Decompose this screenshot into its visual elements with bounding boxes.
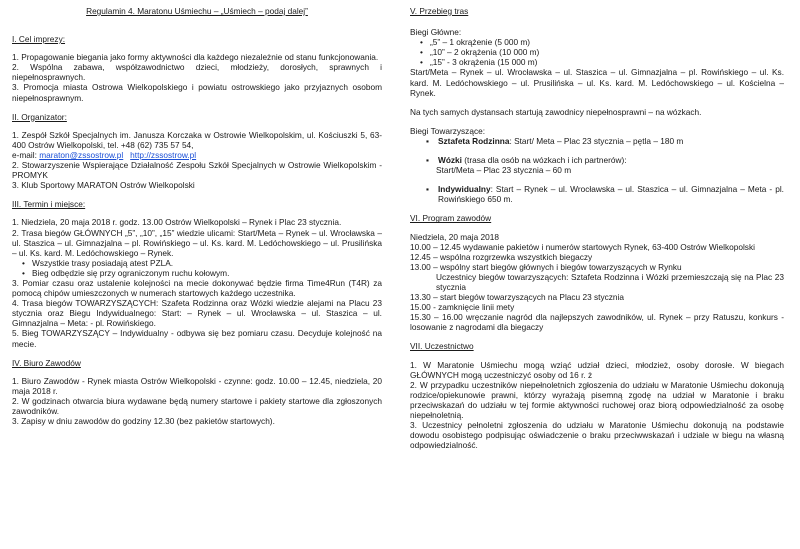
section-heading-participation: VII. Uczestnictwo bbox=[410, 341, 474, 352]
individual-run-name: Indywidualny bbox=[438, 184, 491, 195]
organizer-item-2: 2. Stowarzyszenie Wspierające Działalność Zespołu Szkół Specjalnych w Ostrowie Wielkopolskim - PROMYK bbox=[12, 160, 382, 181]
main-run-5: • „5” – 1 okrążenie (5 000 m) bbox=[410, 37, 784, 47]
individual-run bbox=[410, 184, 784, 204]
section-heading-date-place: III. Termin i miejsce: bbox=[12, 199, 86, 210]
wheelchair-run-text: (trasa dla osób na wózkach i ich partnerów): bbox=[461, 155, 627, 166]
disabled-runners-note: Na tych samych dystansach startują zawodnicy niepełnosprawni – na wózkach. bbox=[410, 106, 702, 117]
main-runs-list bbox=[410, 37, 784, 67]
organizer-item-3: 3. Klub Sportowy MARATON Ostrów Wielkopolski bbox=[12, 180, 195, 191]
program-row-6: 15.30 – 16.00 wręczanie nagród dla najlepszych zawodników, ul. Rynek – przy Ratuszu, konkurs - losowanie z nagrodami dla biegaczy bbox=[410, 312, 784, 333]
participation-item-3: 3. Uczestnicy pełnoletni zgłoszenia do udziału w Maratonie Uśmiechu dokonują na podstawie dowodu osobistego podpisując oświadczenie o braku przeciwwskazań i udziale w biegu na własną odpowiedzialność. bbox=[410, 420, 784, 451]
wheelchair-run-name: Wózki bbox=[438, 155, 462, 166]
route-notes-list bbox=[12, 258, 382, 278]
relay-run bbox=[410, 136, 784, 146]
main-route-description: Start/Meta – Rynek – ul. Wrocławska – ul. Staszica – ul. Gimnazjalna – pl. Rowińskiego – ul. Ks. kard. M. Ledóchowskiego – ul. Prusilińska – ul. Ks. kard. M. Ledóchowskiego – ul. Kościelna – Rynek. bbox=[410, 67, 784, 98]
office-item-3: 3. Zapisy w dniu zawodów do godziny 12.30 (bez pakietów startowych). bbox=[12, 416, 275, 427]
section-heading-routes: V. Przebieg tras bbox=[410, 6, 469, 16]
section-heading-goal: I. Cel imprezy: bbox=[12, 34, 66, 45]
right-column bbox=[410, 6, 784, 450]
section-heading-organizer: II. Organizator: bbox=[12, 111, 67, 122]
email-link[interactable]: maraton@zssostrow.pl bbox=[39, 149, 124, 160]
program-row-1: 10.00 – 12.45 wydawanie pakietów i numerów startowych Rynek, 63-400 Ostrów Wielkopolski bbox=[410, 241, 755, 252]
goal-item-3: 3. Promocja miasta Ostrowa Wielkopolskiego i powiatu ostrowskiego jako przyjaznych osobom niepełnosprawnym. bbox=[12, 82, 382, 103]
organizer-item-1: 1. Zespół Szkół Specjalnych im. Janusza Korczaka w Ostrowie Wielkopolskim, ul. Kościuszki 5, 63-400 Ostrów Wielkopolski, tel. +48 (62) 735 57 54, bbox=[12, 129, 382, 150]
organizer-contact bbox=[12, 150, 382, 160]
main-run-10: • „10” – 2 okrążenia (10 000 m) bbox=[410, 47, 784, 57]
main-run-15: • „15” - 3 okrążenia (15 000 m) bbox=[410, 57, 784, 67]
date-place-item-2: 2. Trasa biegów GŁÓWNYCH „5”, „10”, „15” wiedzie ulicami: Start/Meta – Rynek – ul. Wrocławska – ul. Staszica – ul. Gimnazjalna – pl. Rowińskiego – ul. Ks. kard. M. Ledóchowskiego – ul. Prusilińska – ul. Ks. kard. M. Ledóchowskiego – Rynek. bbox=[12, 227, 382, 258]
program-row-5: 15.00 - zamknięcie linii mety bbox=[410, 302, 515, 313]
side-runs-label: Biegi Towarzyszące: bbox=[410, 125, 486, 136]
program-row-4: 13.30 – start biegów towarzyszących na Placu 23 stycznia bbox=[410, 292, 624, 303]
wheelchair-route: Start/Meta – Plac 23 stycznia – 60 m bbox=[436, 165, 572, 176]
participation-item-2: 2. W przypadku uczestników niepełnoletnich zgłoszenia do udziału w Maratonie Uśmiechu dokonują rodzice/opiekunowie prawni, którzy wyrażają pisemną zgodę na udział w Maratonie i braku przeciwskazań do udziału w tej formie aktywności ruchowej oraz biorą odpowiedzialność za osobę niepełnoletnią. bbox=[410, 379, 784, 420]
goal-item-2: 2. Wspólna zabawa, współzawodnictwo dzieci, młodzieży, dorosłych, sprawnych i niepełnosprawnych. bbox=[12, 62, 382, 83]
date-place-item-1: 1. Niedziela, 20 maja 2018 r. godz. 13.00 Ostrów Wielkopolski – Rynek i Plac 23 stycznia. bbox=[12, 217, 342, 228]
document-title: Regulamin 4. Maratonu Uśmiechu – „Uśmiech – podaj dalej” bbox=[86, 6, 308, 16]
wheelchair-run bbox=[410, 155, 784, 165]
section-heading-program: VI. Program zawodów bbox=[410, 213, 492, 224]
program-date: Niedziela, 20 maja 2018 bbox=[410, 231, 500, 242]
left-column bbox=[12, 6, 382, 426]
goal-item-1: 1. Propagowanie biegania jako formy aktywności dla każdego niezależnie od stanu funkcjonowania. bbox=[12, 52, 379, 63]
individual-run-text: : Start – Rynek – ul. Wrocławska – ul. Staszica – ul. Gimnazjalna – Meta - pl. Rowińskiego 650 m. bbox=[438, 184, 784, 205]
participation-item-1: 1. W Maratonie Uśmiechu mogą wziąć udział dzieci, młodzież, osoby dorosłe. W biegach GŁÓWNYCH mogą uczestniczyć osoby od 16 r. ż bbox=[410, 359, 784, 380]
date-place-item-4: 4. Trasa biegów TOWARZYSZĄCYCH: Szafeta Rodzinna oraz Wózki wiedzie alejami na Placu 23 stycznia oraz Biegu Indywidualnego: Start: – Rynek – ul. Wrocławska – ul. Staszica – ul. Gimnazjalna – Meta: - pl. Rowińskiego. bbox=[12, 298, 382, 329]
program-row-3-note: Uczestnicy biegów towarzyszących: Sztafeta Rodzinna i Wózki przemieszczają się na Plac 23 stycznia bbox=[436, 271, 784, 292]
date-place-item-3: 3. Pomiar czasu oraz ustalenie kolejności na mecie dokonywać będzie firma Time4Run (T4R) za pomocą chipów umieszczonych w numerach startowych każdego uczestnika. bbox=[12, 277, 382, 299]
relay-run-text: : Start/ Meta – Plac 23 stycznia – pętla – 180 m bbox=[509, 135, 684, 146]
section-heading-office: IV. Biuro Zawodów bbox=[12, 357, 81, 368]
email-prefix: e-mail: bbox=[12, 149, 40, 160]
program-row-3: 13.00 – wspólny start biegów głównych i biegów towarzyszących w Rynku bbox=[410, 261, 682, 272]
office-item-1: 1. Biuro Zawodów - Rynek miasta Ostrów Wielkopolski - czynne: godz. 10.00 – 12.45, niedziela, 20 maja 2018 r. bbox=[12, 375, 382, 396]
office-item-2: 2. W godzinach otwarcia biura wydawane będą numery startowe i pakiety startowe dla zgłoszonych zawodników. bbox=[12, 395, 382, 416]
website-link[interactable]: http://zssostrow.pl bbox=[130, 149, 197, 160]
route-note-1: • Wszystkie trasy posiadają atest PZLA. bbox=[12, 258, 382, 268]
relay-run-name: Sztafeta Rodzinna bbox=[438, 135, 510, 146]
program-row-2: 12.45 – wspólna rozgrzewka wszystkich biegaczy bbox=[410, 251, 593, 262]
date-place-item-5: 5. Bieg TOWARZYSZĄCY – Indywidualny - odbywa się bez pomiaru czasu. Decyduje kolejność na mecie. bbox=[12, 328, 382, 349]
main-runs-label: Biegi Główne: bbox=[410, 27, 462, 38]
route-note-2: • Bieg odbędzie się przy ograniczonym ruchu kołowym. bbox=[12, 268, 382, 278]
